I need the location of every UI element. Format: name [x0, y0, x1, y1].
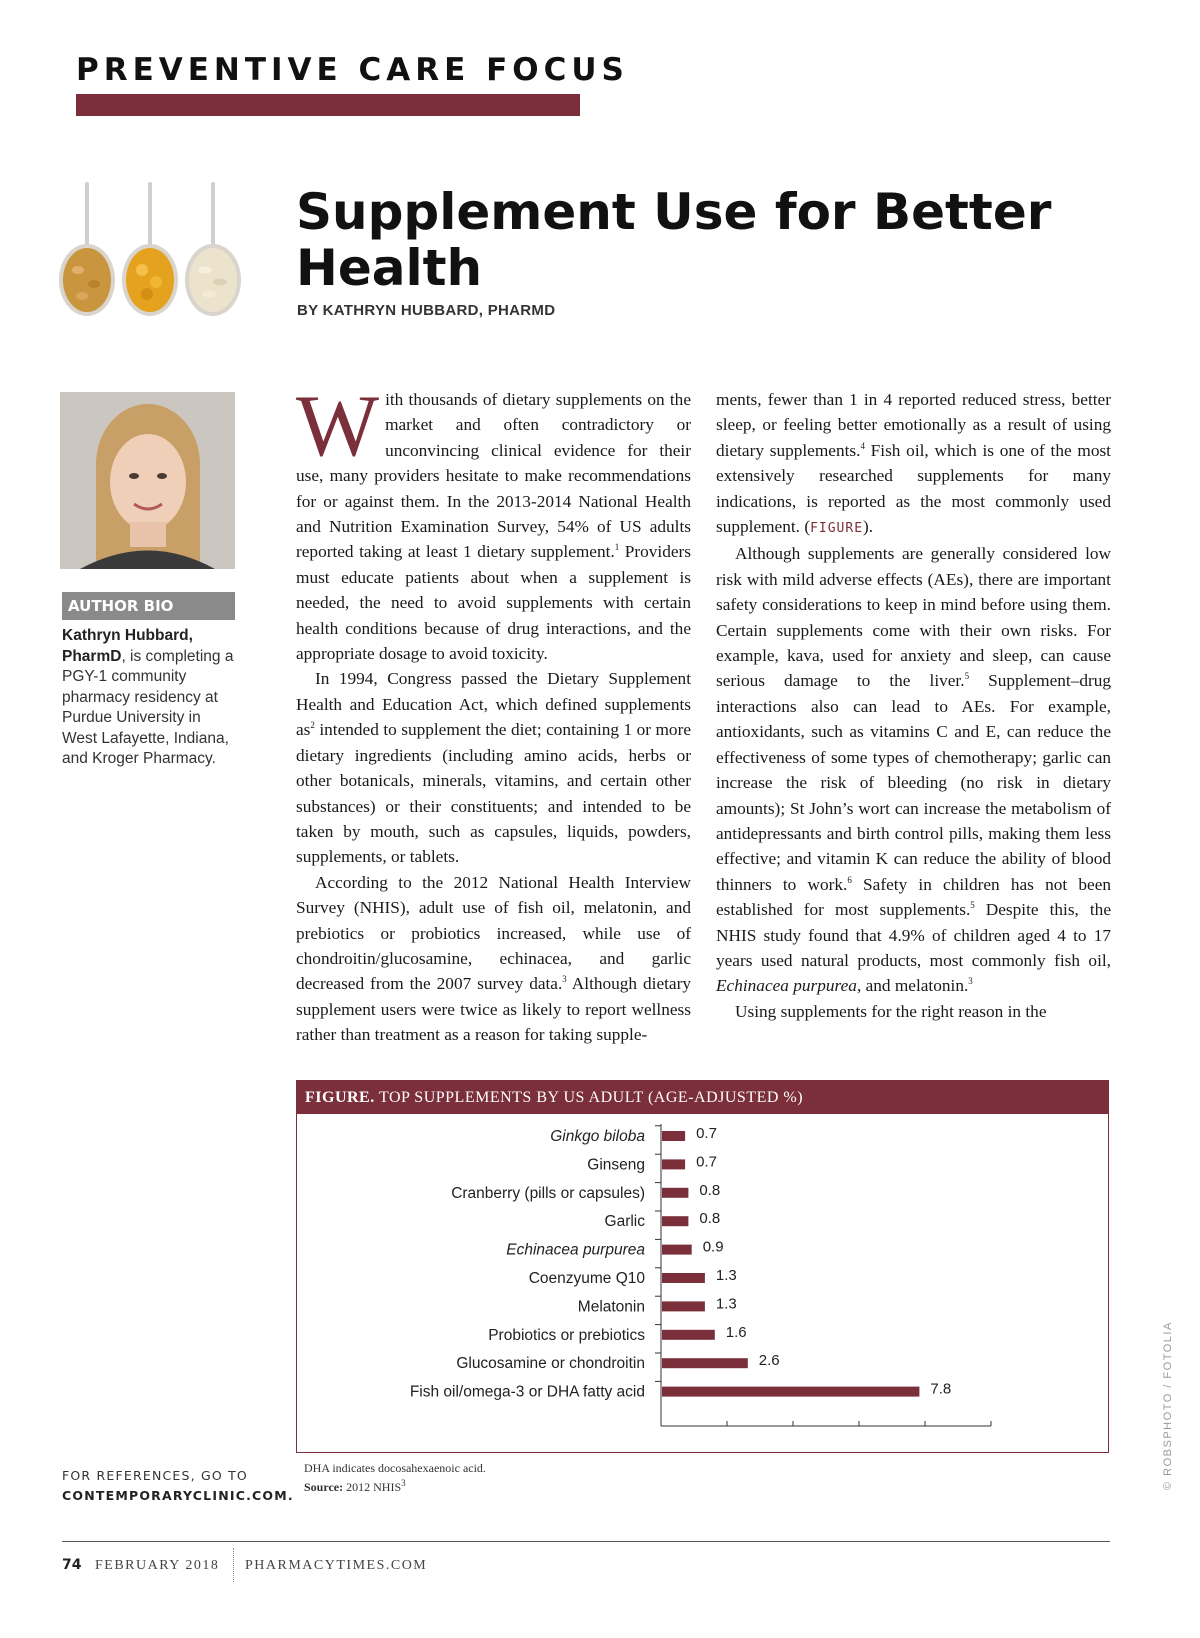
data-label: 1.6: [725, 1323, 747, 1341]
citation: 1: [614, 542, 620, 553]
supplement-spoons-image: [52, 182, 250, 318]
figure-source: [304, 1480, 406, 1495]
figure-label: FIGURE.: [305, 1089, 375, 1106]
body-text: Providers must educate patients about when a supplement is needed, the need to avoid supplements with certain health conditions because of drug interactions, and the appropriate dosage to avoid toxicity.: [296, 542, 691, 664]
figure-source-text: 2012 NHIS: [346, 1480, 402, 1494]
figure-note: DHA indicates docosahexaenoic acid.: [304, 1461, 486, 1475]
body-paragraph: [296, 870, 691, 1048]
data-label: 1.3: [715, 1295, 737, 1313]
body-text: According to the 2012 National Health Interview Survey (NHIS), adult use of fish oil, melatonin, and prebiotics or probiotics increased, while use of chondroitin/glucosamine, echinacea, and garlic decreased from the 2007 survey data.: [296, 872, 691, 994]
bar: [662, 1188, 688, 1198]
category-label: Coenzyume Q10: [528, 1270, 645, 1287]
citation: 3: [968, 976, 973, 987]
data-label: 0.9: [702, 1238, 724, 1256]
figure-title: TOP SUPPLEMENTS BY US ADULT (AGE-ADJUSTED %): [378, 1089, 804, 1106]
body-text: Fish oil, which is one of the most extensively researched supplements for many indications, is reported as the most commonly used supplement. (: [716, 440, 1111, 537]
body-text: Although supplements are generally considered low risk with mild adverse effects (AEs), there are important safety considerations to keep in mind before using them. Certain supplements come with their own risks. For example, kava, used for anxiety and sleep, can cause serious damage to the liver.: [716, 544, 1111, 691]
category-label: Probiotics or prebiotics: [488, 1326, 645, 1344]
body-paragraph: [716, 999, 1111, 1024]
author-bio-text: , is completing a PGY-1 community pharmacy residency at Purdue University in West Lafayette, Indiana, and Kroger Pharmacy.: [62, 647, 234, 767]
data-label: 0.7: [696, 1125, 717, 1142]
byline: BY KATHRYN HUBBARD, PHARMD: [297, 302, 556, 319]
data-label: 2.6: [758, 1352, 780, 1370]
references-note: [62, 1466, 294, 1506]
bar: [662, 1330, 715, 1340]
category-label: Echinacea purpurea: [506, 1241, 645, 1259]
body-text: Despite this, the NHIS study found that 4.9% of children aged 4 to 17 years used natural products, most commonly fish oil,: [716, 900, 1111, 970]
body-text: Using supplements for the right reason in the: [735, 1001, 1047, 1021]
footer-divider: [233, 1548, 234, 1582]
author-bio-heading: AUTHOR BIO: [62, 592, 235, 620]
category-label: Ginseng: [587, 1156, 645, 1174]
data-label: 0.8: [699, 1210, 721, 1228]
category-label: Garlic: [604, 1213, 645, 1231]
citation: 5: [970, 900, 975, 911]
category-label: Fish oil/omega-3 or DHA fatty acid: [409, 1383, 645, 1401]
figure-header: [297, 1081, 1108, 1114]
figure-box: [296, 1080, 1109, 1453]
author-photo: [60, 392, 235, 569]
body-paragraph: [296, 666, 691, 869]
body-column-1: [296, 378, 692, 1048]
section-bar: [76, 94, 580, 116]
body-text-italic: Echinacea purpurea: [716, 976, 857, 996]
references-line: FOR REFERENCES, GO TO: [62, 1468, 248, 1483]
citation: 4: [860, 441, 865, 452]
issue-date: FEBRUARY 2018: [95, 1558, 220, 1573]
photo-credit: © ROBSPHOTO / FOTOLIA: [1162, 1321, 1174, 1490]
figure-reference-link[interactable]: FIGURE: [810, 521, 864, 537]
bar: [662, 1216, 688, 1226]
body-text: Supplement–drug interactions also can lead to AEs. For example, antioxidants, such as vitamins C and E, can reduce the effectiveness of some types of chemotherapy; garlic can increase the risk of bleeding (no risk in dietary amounts); St John’s wort can increase the metabolism of antidepressants and birth control pills, making them less effective; and vitamin K can reduce the ability of blood thinners to work.: [716, 671, 1112, 894]
citation: 2: [310, 720, 315, 731]
data-label: 1.3: [715, 1267, 737, 1284]
category-label: Melatonin: [577, 1298, 645, 1316]
drop-cap: W: [296, 378, 380, 475]
category-label: Glucosamine or chondroitin: [456, 1355, 645, 1373]
page-number: 74: [62, 1557, 82, 1573]
category-label: Cranberry (pills or capsules): [451, 1184, 645, 1202]
footer-rule: [62, 1541, 1110, 1542]
site-url[interactable]: PHARMACYTIMES.COM: [245, 1558, 428, 1573]
body-text: ith thousands of dietary supplements on the market and often contradictory or unconvincing clinical evidence for their use, many providers hesitate to make recommendations for or against them. In the 2013-2014 National Health and Nutrition Examination Survey, 54% of US adults reported taking at least 1 dietary supplement.: [296, 390, 691, 562]
bar: [662, 1387, 919, 1397]
body-paragraph: [296, 378, 691, 666]
data-label: 0.8: [699, 1181, 721, 1199]
bar: [662, 1159, 685, 1169]
bar: [662, 1358, 748, 1368]
figure-source-label: Source:: [304, 1480, 344, 1494]
references-period: .: [287, 1488, 294, 1503]
citation: 5: [964, 671, 970, 682]
bar-chart: [297, 1114, 1107, 1451]
bar: [662, 1245, 692, 1255]
body-text: Safety in children has not been established for most supplements.: [716, 874, 1112, 920]
data-label: 0.7: [696, 1153, 717, 1171]
body-text: Although dietary supplement users were twice as likely to report wellness rather than treatment as a reason for taking supple-: [296, 974, 692, 1045]
body-column-2: [716, 387, 1111, 1024]
citation: 3: [401, 1478, 406, 1488]
category-label: Ginkgo biloba: [550, 1128, 645, 1145]
references-link[interactable]: CONTEMPORARYCLINIC.COM: [62, 1488, 288, 1503]
body-text: ).: [863, 517, 874, 537]
bar: [662, 1273, 705, 1283]
data-label: 7.8: [930, 1380, 952, 1398]
bar: [662, 1131, 685, 1141]
citation: 3: [562, 974, 567, 985]
author-bio: [62, 626, 237, 770]
body-text: ments, fewer than 1 in 4 reported reduced stress, better sleep, or feeling better emotionally as a result of using dietary supplements.: [716, 390, 1111, 460]
author-name: Kathryn Hubbard, PharmD: [62, 627, 193, 665]
references-link-line: [62, 1486, 294, 1506]
body-text: intended to supplement the diet; containing 1 or more dietary ingredients (including amino acids, herbs or other botanicals, minerals, vitamins, and certain other substances) or their constituents; and intended to be taken by mouth, such as capsules, liquids, powders, supplements, or tablets.: [296, 720, 691, 867]
body-text: , and melatonin.: [856, 976, 969, 996]
body-text: In 1994, Congress passed the Dietary Supplement Health and Education Act, which defined supplements as: [296, 669, 691, 740]
citation: 6: [847, 874, 852, 885]
body-paragraph: [716, 541, 1111, 998]
article-title: Supplement Use for Better Health: [296, 183, 1052, 297]
body-paragraph: [716, 387, 1111, 541]
section-label: PREVENTIVE CARE FOCUS: [76, 52, 629, 88]
bar: [662, 1301, 705, 1311]
